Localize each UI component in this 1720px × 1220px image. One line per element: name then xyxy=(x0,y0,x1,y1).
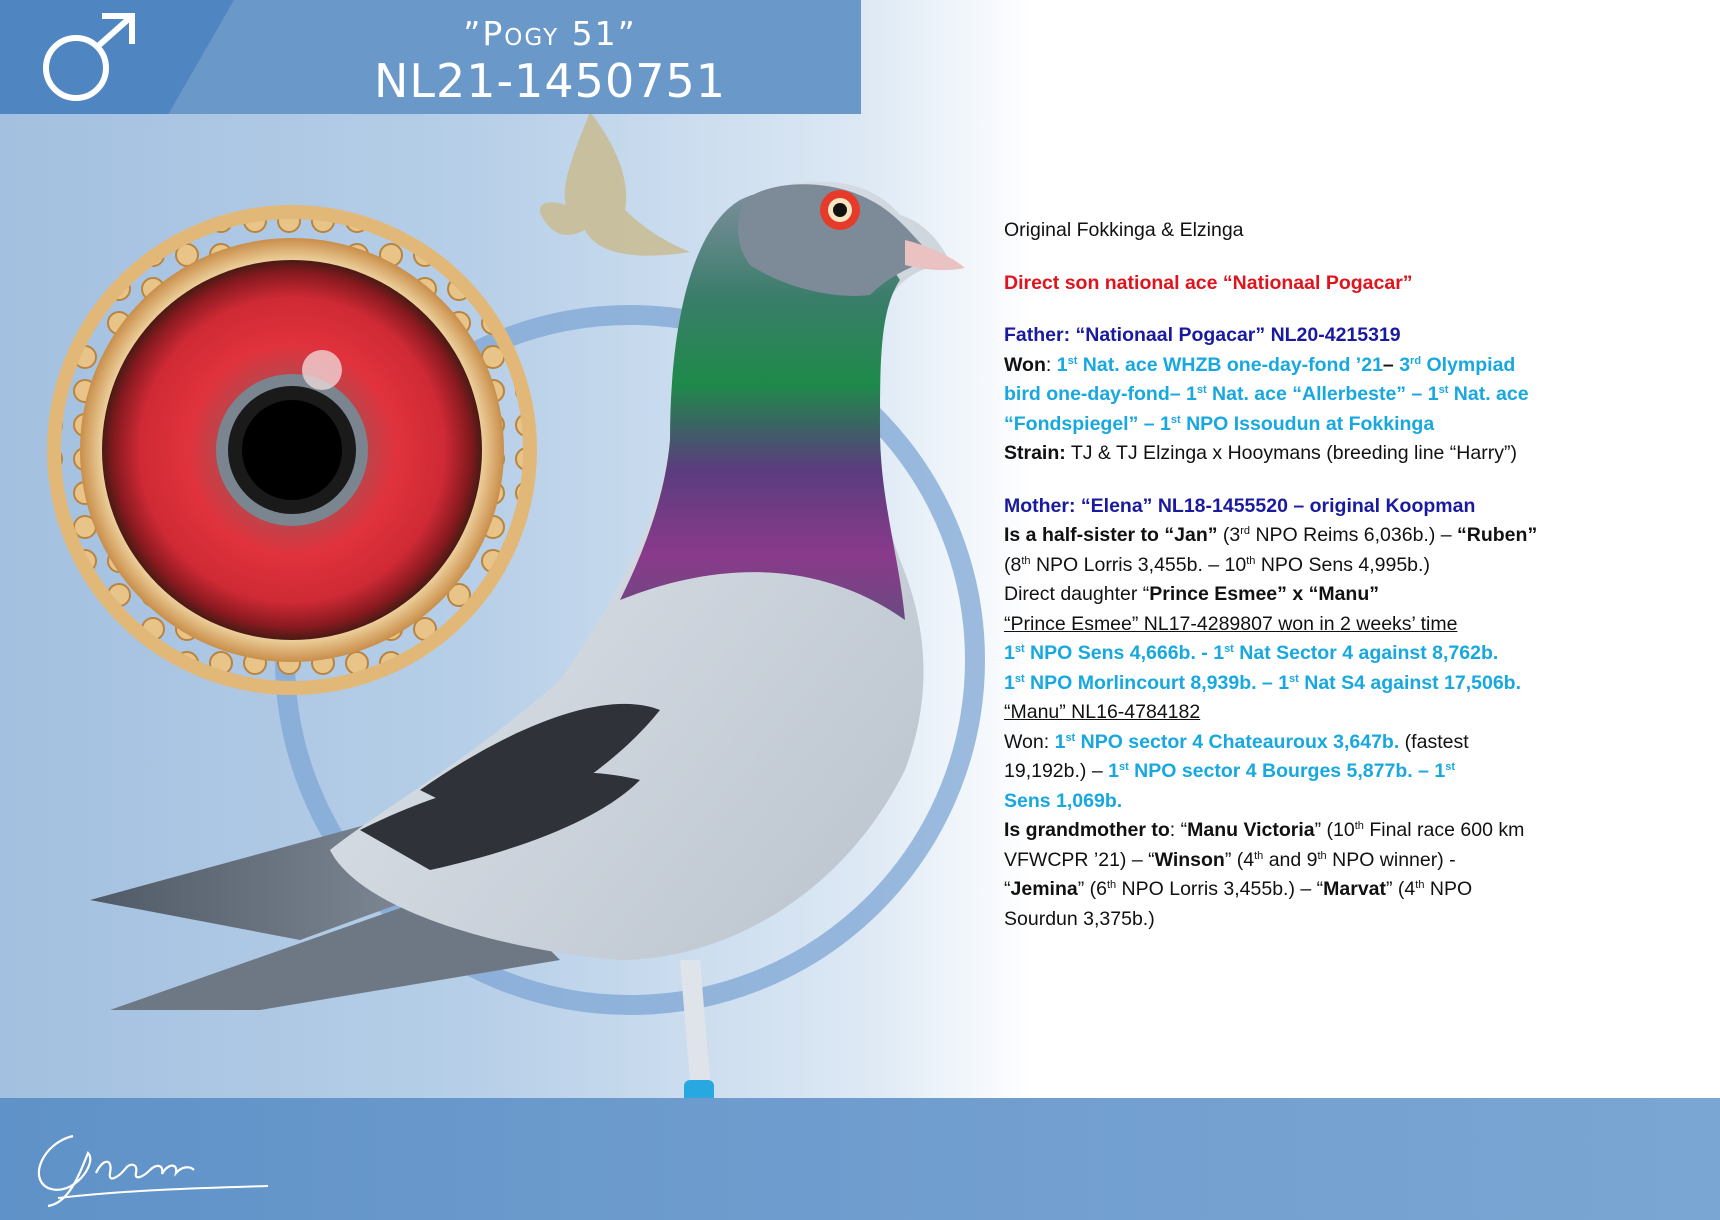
mother-title: Mother: “Elena” NL18-1455520 – original Koopman xyxy=(1004,494,1476,517)
mother-halfsister-2: (8th NPO Lorris 3,455b. – 10th NPO Sens 4,995b.) xyxy=(1004,553,1430,576)
grandmother-3: “Jemina” (6th NPO Lorris 3,455b.) – “Marvat” (4th NPO xyxy=(1004,878,1473,900)
grandmother-1: Is grandmother to: “Manu Victoria” (10th Final race 600 km xyxy=(1004,819,1525,841)
manu-won-2: 19,192b.) – 1st NPO sector 4 Bourges 5,877b. – 1st xyxy=(1004,760,1455,782)
pedigree-details xyxy=(1004,216,1604,934)
signature-graphic xyxy=(18,1118,278,1208)
male-symbol-icon xyxy=(36,10,142,106)
artwork xyxy=(0,100,1000,1220)
manu-won-3: Sens 1,069b. xyxy=(1004,789,1123,812)
headline: Direct son national ace “Nationaal Pogacar” xyxy=(1004,271,1413,294)
father-won-line-1: Won: 1st Nat. ace WHZB one-day-fond ’21– 3rd Olympiad xyxy=(1004,353,1516,376)
prince-esmee-result-1: 1st NPO Sens 4,666b. - 1st Nat Sector 4 against 8,762b. xyxy=(1004,642,1499,664)
mother-halfsister-1: Is a half-sister to “Jan” (3rd NPO Reims 6,036b.) – “Ruben” xyxy=(1004,524,1538,546)
grandmother-2: VFWCPR ’21) – “Winson” (4th and 9th NPO winner) - xyxy=(1004,848,1456,871)
ring-number: NL21-1450751 xyxy=(373,54,727,108)
father-strain: Strain: TJ & TJ Elzinga x Hooymans (breeding line “Harry”) xyxy=(1004,442,1517,464)
grandmother-4: Sourdun 3,375b.) xyxy=(1004,907,1155,930)
pigeon-name: ”Pogy 51” xyxy=(463,14,637,53)
prince-esmee-line: “Prince Esmee” NL17-4289807 won in 2 weeks’ time xyxy=(1004,612,1458,635)
origin-line: Original Fokkinga & Elzinga xyxy=(1004,219,1244,241)
mother-direct-daughter: Direct daughter “Prince Esmee” x “Manu” xyxy=(1004,583,1379,605)
father-title: Father: “Nationaal Pogacar” NL20-4215319 xyxy=(1004,324,1401,346)
prince-esmee-result-2: 1st NPO Morlincourt 8,939b. – 1st Nat S4 against 17,506b. xyxy=(1004,671,1522,694)
father-won-line-2: bird one-day-fond– 1st Nat. ace “Allerbeste” – 1st Nat. ace xyxy=(1004,383,1529,405)
manu-line: “Manu” NL16-4784182 xyxy=(1004,701,1201,723)
manu-won-1: Won: 1st NPO sector 4 Chateauroux 3,647b. (fastest xyxy=(1004,730,1469,753)
father-won-line-3: “Fondspiegel” – 1st NPO Issoudun at Fokkinga xyxy=(1004,412,1435,435)
